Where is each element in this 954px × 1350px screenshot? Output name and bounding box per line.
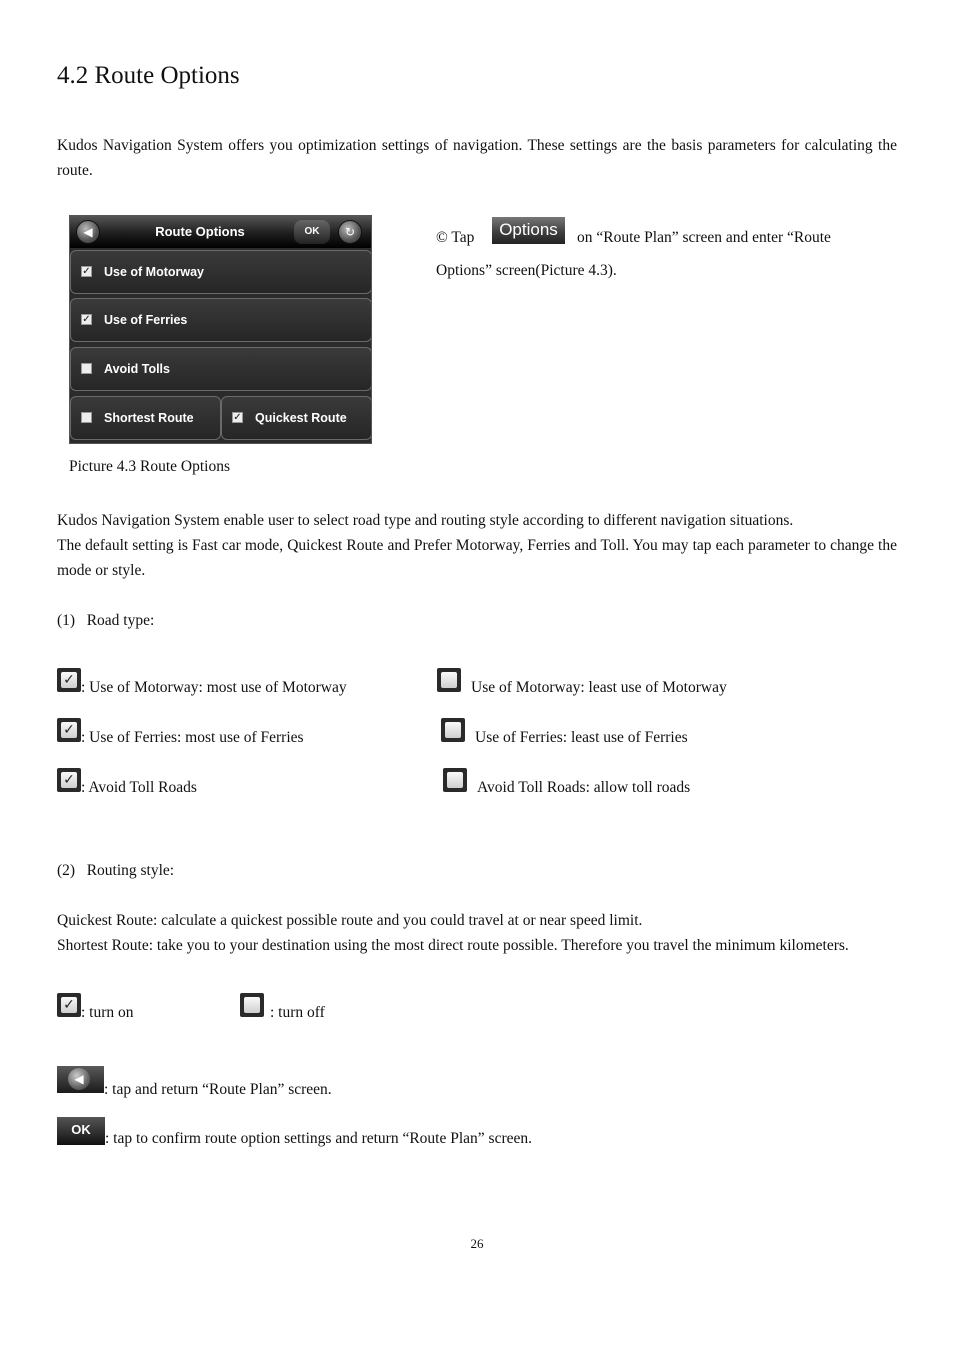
refresh-icon[interactable]: ↻ (338, 220, 362, 244)
option-label: Avoid Tolls (104, 362, 170, 376)
back-description: : tap and return “Route Plan” screen. (104, 1081, 332, 1098)
checkbox-checked-icon: ✓ (57, 668, 81, 692)
options-button-image: Options (492, 217, 565, 244)
tap-line1: on “Route Plan” screen and enter “Route (577, 229, 831, 246)
checkbox-unchecked-icon (443, 768, 467, 792)
road-type-heading: (1) Road type: (57, 612, 155, 629)
option-avoid-tolls[interactable] (70, 347, 372, 391)
option-shortest-route[interactable] (70, 396, 221, 440)
checkbox-unchecked-icon (81, 363, 92, 374)
motorway-off-text: Use of Motorway: least use of Motorway (471, 679, 727, 696)
back-icon[interactable]: ◀ (76, 220, 100, 244)
intro-paragraph: Kudos Navigation System offers you optimization settings of navigation. These settings are the basis parameters for calculating the route. (57, 137, 897, 179)
option-label: Quickest Route (255, 411, 347, 425)
turn-off-text: : turn off (270, 1004, 325, 1021)
checkbox-unchecked-icon (240, 993, 264, 1017)
checkbox-checked-icon: ✓ (57, 768, 81, 792)
picture-caption: Picture 4.3 Route Options (69, 458, 231, 475)
ferries-off-text: Use of Ferries: least use of Ferries (475, 729, 688, 746)
option-label: Shortest Route (104, 411, 194, 425)
option-use-of-ferries[interactable] (70, 298, 372, 342)
option-quickest-route[interactable] (221, 396, 372, 440)
ferries-on-text: : Use of Ferries: most use of Ferries (81, 729, 304, 746)
checkbox-unchecked-icon (441, 718, 465, 742)
checkbox-checked-icon: ✓ (233, 412, 242, 423)
ok-description: : tap to confirm route option settings and return “Route Plan” screen. (105, 1130, 532, 1147)
checkbox-checked-icon: ✓ (57, 993, 81, 1017)
quickest-description: Quickest Route: calculate a quickest possible route and you could travel at or near speed limit. (57, 912, 643, 929)
option-label: Use of Motorway (104, 265, 205, 279)
checkbox-checked-icon: ✓ (82, 266, 91, 277)
screen-title: Route Options (155, 224, 245, 239)
option-use-of-motorway[interactable] (70, 250, 372, 294)
routing-style-heading: (2) Routing style: (57, 862, 175, 879)
checkbox-checked-icon: ✓ (57, 718, 81, 742)
tolls-off-text: Avoid Toll Roads: allow toll roads (477, 779, 691, 796)
default-setting-paragraph: The default setting is Fast car mode, Quickest Route and Prefer Motorway, Ferries and Toll. You may tap each parameter to change the mode or style. (57, 537, 897, 579)
ok-button[interactable]: OK (294, 220, 330, 244)
tap-line2: Options” screen(Picture 4.3). (436, 262, 617, 279)
checkbox-checked-icon: ✓ (82, 314, 91, 325)
motorway-on-text: : Use of Motorway: most use of Motorway (81, 679, 347, 696)
back-button-icon: ◀ (57, 1066, 104, 1093)
option-label: Use of Ferries (104, 313, 188, 327)
checkbox-unchecked-icon (437, 668, 461, 692)
ok-button-icon: OK (57, 1117, 105, 1145)
screen-header (70, 216, 371, 248)
tap-prefix: © Tap (436, 229, 475, 246)
turn-on-text: : turn on (81, 1004, 134, 1021)
paragraph-line: Kudos Navigation System enable user to select road type and routing style according to different navigation situations. (57, 512, 794, 529)
route-options-screenshot (69, 215, 372, 444)
page-number: 26 (470, 1236, 484, 1251)
section-heading: 4.2 Route Options (57, 62, 240, 89)
checkbox-unchecked-icon (81, 412, 92, 423)
tolls-on-text: : Avoid Toll Roads (81, 779, 197, 796)
shortest-description: Shortest Route: take you to your destination using the most direct route possible. Therefore you travel the minimum kilometers. (57, 937, 849, 954)
